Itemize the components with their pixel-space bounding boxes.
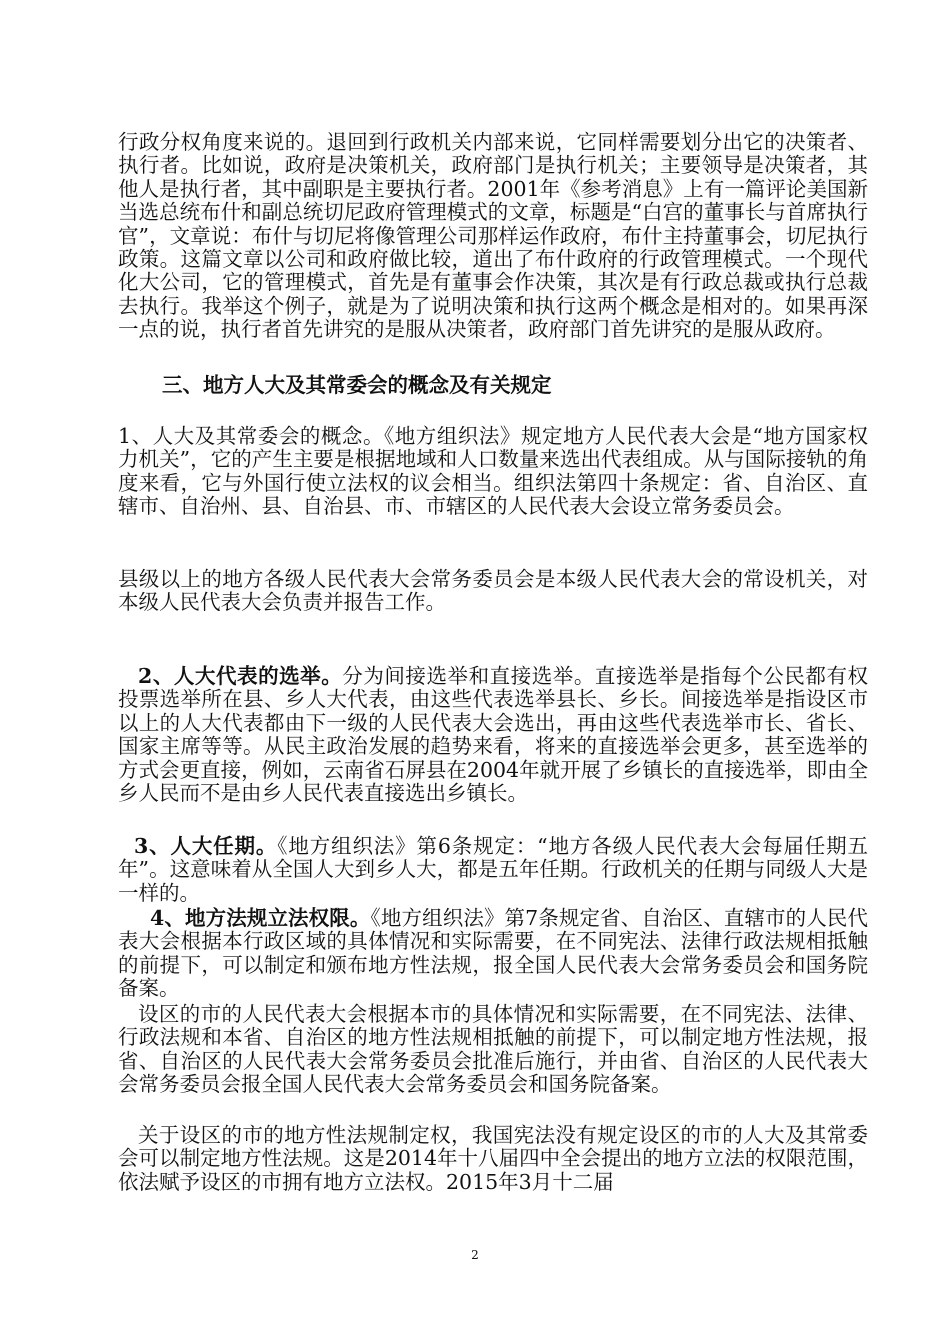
deputy-election-body: 分为间接选举和直接选举。直接选举是指每个公民都有权投票选举所在县、乡人大代表，由这些代表选举县长、乡长。间接选举是指设区市以上的人大代表都由下一级的人民代表大会选出，再由这些代表选举市长、省长、国家主席等等。从民主政治发展的趋势来看，将来的直接选举会更多，甚至选举的方式会更直接，例如，云南省石屏县在2004年就开展了乡镇长的直接选举，即由全乡人民而不是由乡人民代表直接选出乡镇长。 [118,664,869,806]
paragraph-legislative-authority [118,907,868,1001]
congress-term-lead: 3、人大任期。 [134,834,278,858]
paragraph-standing-committee: 县级以上的地方各级人民代表大会常务委员会是本级人民代表大会的常设机关，对本级人民代表大会负责并报告工作。 [118,567,868,615]
legislative-authority-body: 《地方组织法》第7条规定省、自治区、直辖市的人民代表大会根据本行政区域的具体情况和实际需要，在不同宪法、法律行政法规相抵触的前提下，可以制定和颁布地方性法规，报全国人民代表大会常务委员会和国务院备案。 [118,906,869,1001]
paragraph-deputy-election [118,665,868,805]
paragraph-city-legislation-power: 关于设区的市的地方性法规制定权，我国宪法没有规定设区的市的人大及其常委会可以制定地方性法规。这是2014年十八届四中全会提出的地方立法的权限范围，依法赋予设区的市拥有地方立法权。2015年3月十二届 [118,1123,868,1194]
deputy-election-lead: 2、人大代表的选举。 [138,664,343,688]
section-heading-local-congress: 三、地方人大及其常委会的概念及有关规定 [162,373,552,397]
congress-term-body: 《地方组织法》第6条规定：“地方各级人民代表大会每届任期五年”。这意味着从全国人大到乡人大，都是五年任期。行政机关的任期与同级人大是一样的。 [118,834,868,905]
paragraph-congress-term [118,835,868,905]
paragraph-congress-concept: 1、人大及其常委会的概念。《地方组织法》规定地方人民代表大会是“地方国家权力机关”，它的产生主要是根据地域和人口数量来选出代表组成。从与国际接轨的角度来看，它与外国行使立法权的议会相当。组织法第四十条规定：省、自治区、直辖市、自治州、县、自治县、市、市辖区的人民代表大会设立常务委员会。 [118,424,868,519]
page-number: 2 [471,1248,479,1262]
paragraph-separation-of-powers: 行政分权角度来说的。退回到行政机关内部来说，它同样需要划分出它的决策者、执行者。比如说，政府是决策机关，政府部门是执行机关；主要领导是决策者，其他人是执行者，其中副职是主要执行者。2001年《参考消息》上有一篇评论美国新当选总统布什和副总统切尼政府管理模式的文章，标题是“白宫的董事长与首席执行官”，文章说：布什与切尼将像管理公司那样运作政府，布什主持董事会，切尼执行政策。这篇文章以公司和政府做比较，道出了布什政府的行政管理模式。一个现代化大公司，它的管理模式，首先是有董事会作决策，其次是有行政总裁或执行总裁去执行。我举这个例子，就是为了说明决策和执行这两个概念是相对的。如果再深一点的说，执行者首先讲究的是服从决策者，政府部门首先讲究的是服从政府。 [118,130,868,342]
paragraph-city-legislation: 设区的市的人民代表大会根据本市的具体情况和实际需要，在不同宪法、法律、行政法规和本省、自治区的地方性法规相抵触的前提下，可以制定地方性法规，报省、自治区的人民代表大会常务委员会批准后施行，并由省、自治区的人民代表大会常务委员会报全国人民代表大会常务委员会和国务院备案。 [118,1002,868,1097]
legislative-authority-lead: 4、地方法规立法权限。 [150,906,371,930]
